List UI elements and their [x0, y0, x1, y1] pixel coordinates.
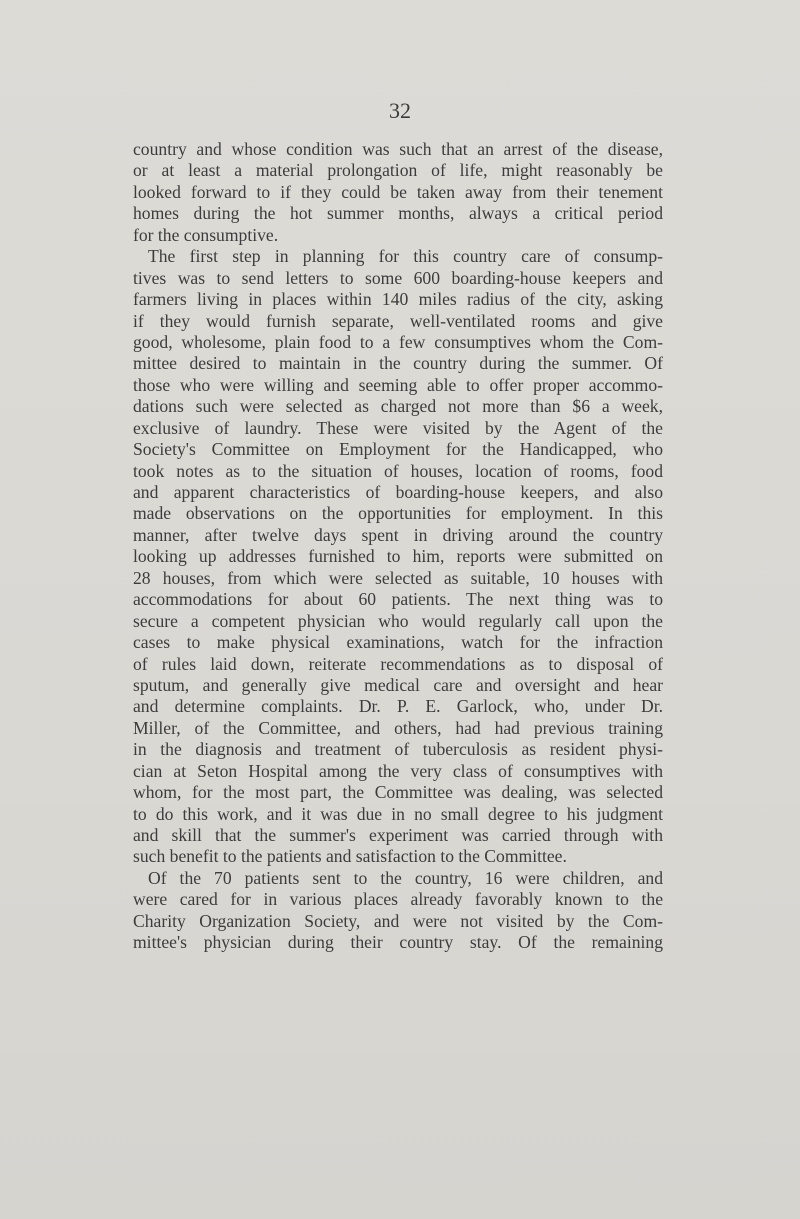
- text-line: to do this work, and it was due in no small degree to his judgment: [133, 803, 663, 824]
- text-line: took notes as to the situation of houses, location of rooms, food: [133, 460, 663, 481]
- text-line: dations such were selected as charged not more than $6 a week,: [133, 396, 663, 417]
- body-text: [133, 139, 663, 954]
- text-line: accommodations for about 60 patients. The next thing was to: [133, 589, 663, 610]
- text-line: Of the 70 patients sent to the country, 16 were children, and: [148, 867, 663, 888]
- text-line: those who were willing and seeming able to offer proper accommo-: [133, 374, 663, 395]
- text-line: and determine complaints. Dr. P. E. Garlock, who, under Dr.: [133, 696, 663, 717]
- text-line: in the diagnosis and treatment of tuberculosis as resident physi-: [133, 739, 663, 760]
- text-line: and skill that the summer's experiment was carried through with: [133, 825, 663, 845]
- text-line: Charity Organization Society, and were not visited by the Com-: [133, 910, 663, 931]
- text-line: or at least a material prolongation of life, might reasonably be: [133, 160, 663, 181]
- text-line: cases to make physical examinations, watch for the infraction: [133, 632, 663, 653]
- text-line: cian at Seton Hospital among the very class of consumptives with: [133, 760, 663, 781]
- text-line: for the consumptive.: [133, 224, 279, 245]
- text-line: country and whose condition was such that an arrest of the disease,: [133, 139, 663, 159]
- text-line: farmers living in places within 140 miles radius of the city, asking: [133, 289, 663, 310]
- text-line: secure a competent physician who would regularly call upon the: [133, 610, 663, 631]
- text-line: looking up addresses furnished to him, reports were submitted on: [133, 546, 663, 567]
- text-line: Miller, of the Committee, and others, had had previous training: [133, 717, 663, 738]
- text-line: such benefit to the patients and satisfaction to the Committee.: [133, 846, 567, 867]
- text-line: and apparent characteristics of boarding-house keepers, and also: [133, 482, 663, 502]
- text-line: mittee desired to maintain in the country during the summer. Of: [133, 353, 663, 374]
- text-line: Society's Committee on Employment for the Handicapped, who: [133, 439, 663, 460]
- text-line: sputum, and generally give medical care and oversight and hear: [133, 674, 663, 695]
- text-line: good, wholesome, plain food to a few consumptives whom the Com-: [133, 331, 663, 352]
- text-line: manner, after twelve days spent in driving around the country: [133, 524, 663, 545]
- text-line: The first step in planning for this country care of consump-: [148, 246, 663, 267]
- text-line: if they would furnish separate, well-ventilated rooms and give: [133, 310, 663, 331]
- text-line: of rules laid down, reiterate recommendations as to disposal of: [133, 653, 663, 674]
- text-line: were cared for in various places already favorably known to the: [133, 889, 663, 910]
- text-line: exclusive of laundry. These were visited by the Agent of the: [133, 417, 663, 438]
- text-line: made observations on the opportunities for employment. In this: [133, 503, 663, 524]
- page-number: 32: [389, 98, 411, 123]
- text-line: 28 houses, from which were selected as suitable, 10 houses with: [133, 567, 663, 588]
- text-line: looked forward to if they could be taken away from their tenement: [133, 181, 663, 202]
- text-line: tives was to send letters to some 600 boarding-house keepers and: [133, 267, 663, 288]
- text-line: mittee's physician during their country stay. Of the remaining: [133, 932, 663, 953]
- text-line: homes during the hot summer months, always a critical period: [133, 203, 663, 224]
- text-line: whom, for the most part, the Committee was dealing, was selected: [133, 782, 663, 803]
